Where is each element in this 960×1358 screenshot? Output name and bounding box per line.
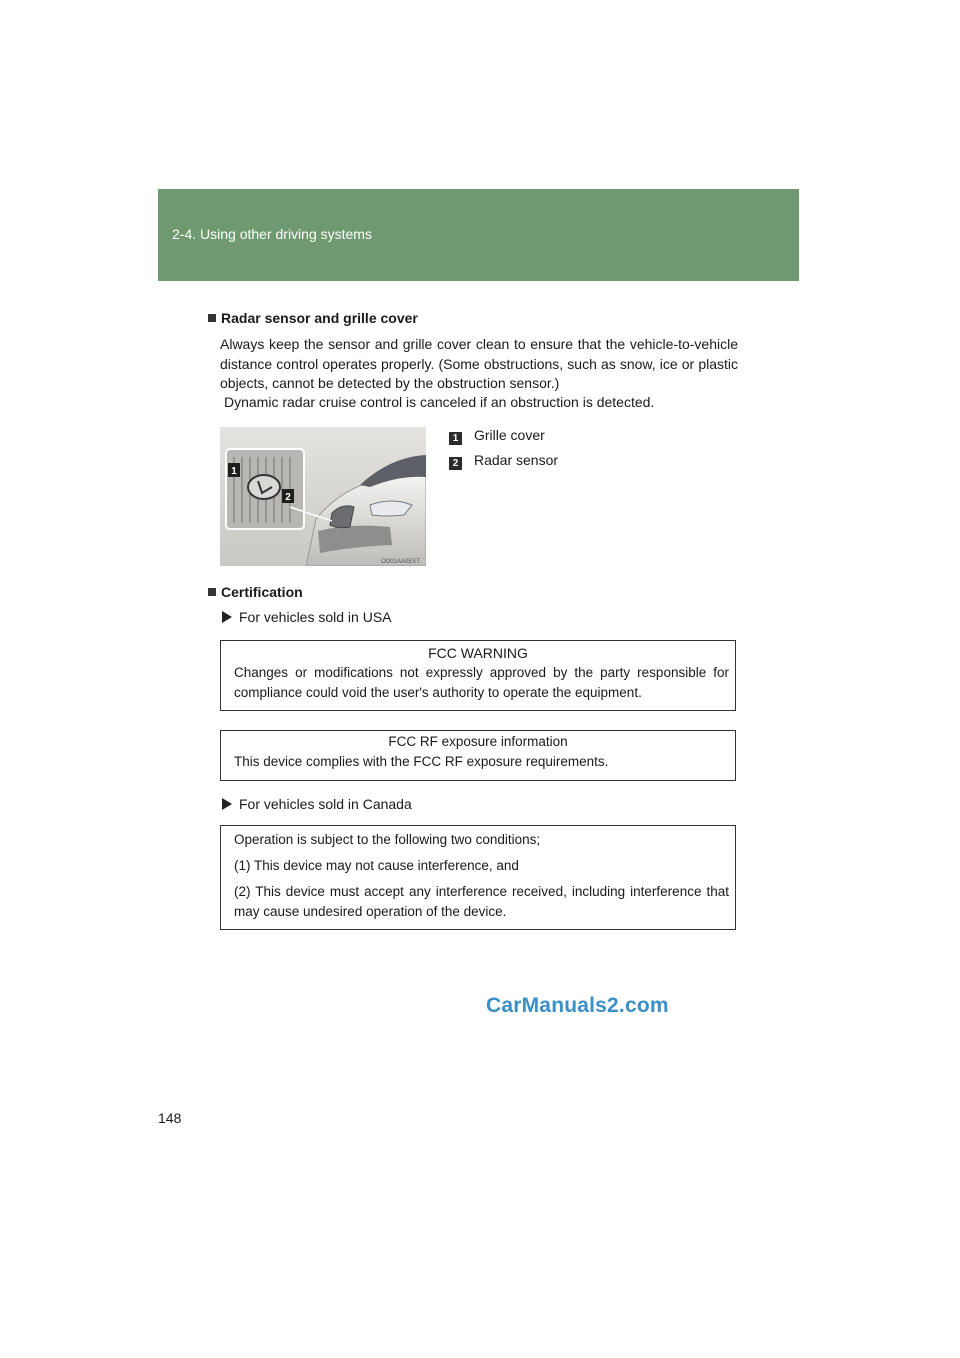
usa-label: For vehicles sold in USA xyxy=(239,609,392,625)
canada-condition-2: (2) This device must accept any interference received, including interference that may cause undesired operation of the device. xyxy=(234,884,729,919)
canada-bullet xyxy=(222,796,412,812)
canada-conditions-box xyxy=(220,825,736,930)
radar-paragraph: Always keep the sensor and grille cover clean to ensure that the vehicle-to-vehicle distance control operates properly. (Some obstructions, such as snow, ice or plastic objects, cannot be detected by the obstruction sensor.) xyxy=(220,336,738,391)
fcc-warning-title: FCC WARNING xyxy=(428,645,528,661)
triangle-bullet-icon xyxy=(222,798,232,810)
legend-label: Grille cover xyxy=(474,427,545,443)
legend-item-grille-cover xyxy=(449,427,545,445)
radar-cancel-note: Dynamic radar cruise control is canceled if an obstruction is detected. xyxy=(224,394,655,410)
svg-text:2: 2 xyxy=(285,492,291,503)
fcc-rf-title: FCC RF exposure information xyxy=(388,734,568,749)
usa-bullet xyxy=(222,609,392,625)
section-title: 2-4. Using other driving systems xyxy=(172,226,372,242)
legend-item-radar-sensor xyxy=(449,452,558,470)
fcc-rf-box xyxy=(220,730,736,781)
number-badge: 2 xyxy=(449,457,462,470)
radar-heading xyxy=(208,310,418,326)
canada-label: For vehicles sold in Canada xyxy=(239,796,412,812)
canada-condition-1: (1) This device may not cause interference, and xyxy=(234,858,519,873)
section-header-band xyxy=(158,189,799,281)
certification-heading xyxy=(208,584,303,600)
watermark-text: CarManuals2.com xyxy=(486,994,669,1017)
number-badge: 1 xyxy=(449,432,462,445)
svg-text:1: 1 xyxy=(231,466,237,477)
square-bullet-icon xyxy=(208,314,216,322)
grille-radar-photo xyxy=(220,427,426,566)
radar-heading-text: Radar sensor and grille cover xyxy=(221,310,418,326)
square-bullet-icon xyxy=(208,588,216,596)
car-front-illustration xyxy=(220,427,426,566)
legend-label: Radar sensor xyxy=(474,452,559,468)
page-number: 148 xyxy=(158,1110,182,1126)
fcc-rf-text: This device complies with the FCC RF exposure requirements. xyxy=(234,754,609,769)
photo-code: OO01AA0EXT xyxy=(380,559,420,565)
triangle-bullet-icon xyxy=(222,611,232,623)
canada-intro: Operation is subject to the following two conditions; xyxy=(234,832,541,847)
certification-heading-text: Certification xyxy=(221,584,303,600)
fcc-warning-box xyxy=(220,640,736,711)
fcc-warning-text: Changes or modifications not expressly approved by the party responsible for compliance could void the user's authority to operate the equipment. xyxy=(234,665,729,700)
